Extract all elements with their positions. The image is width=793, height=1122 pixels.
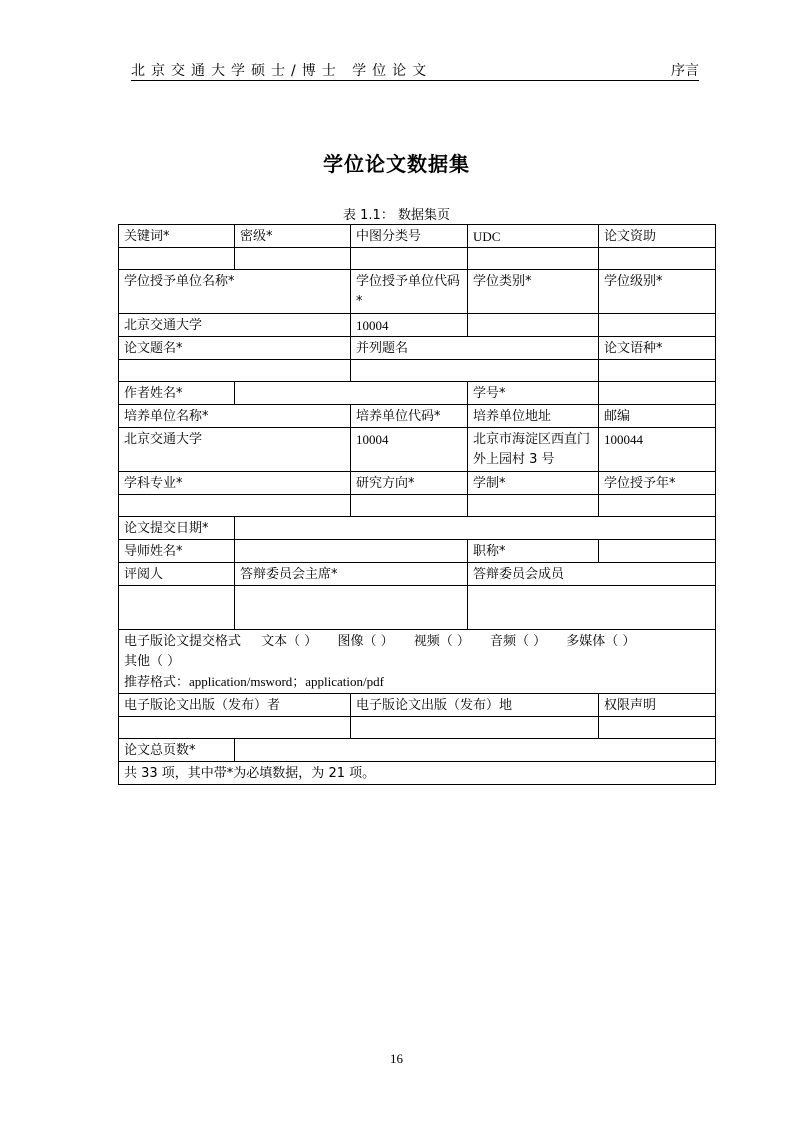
table-row [119,517,716,540]
table-row [119,382,716,405]
table-row [119,428,716,472]
cell-program-length-value[interactable] [468,495,599,517]
table-row [119,360,716,382]
cell-electronic-format [119,630,716,694]
cell-supervisor-name-label: 导师姓名* [119,540,235,563]
table-row [119,405,716,428]
cell-secrecy-label: 密级* [235,225,351,248]
format-option-video[interactable]: 视频（ ） [413,634,470,649]
cell-parallel-title-value[interactable] [351,360,599,382]
page-number: 16 [390,1051,403,1066]
cell-major-value[interactable] [119,495,351,517]
cell-degree-unit-code-label: 学位授予单位代码* [351,270,468,314]
page-title: 学位论文数据集 [323,152,470,176]
cell-training-unit-name-value[interactable]: 北京交通大学 [119,428,351,472]
format-option-audio[interactable]: 音频（ ） [490,634,547,649]
cell-student-id-value[interactable] [599,382,716,405]
cell-thesis-title-label: 论文题名* [119,337,351,360]
recommended-format-label: 推荐格式： [124,675,190,690]
header-section-name: 序言 [671,63,699,79]
cell-title-rank-value[interactable] [599,540,716,563]
table-row [119,739,716,762]
cell-committee-members-value[interactable] [468,586,716,630]
cell-submission-date-label: 论文提交日期* [119,517,235,540]
cell-publish-place-label: 电子版论文出版（发布）地 [351,694,599,717]
cell-committee-chair-value[interactable] [235,586,468,630]
cell-submission-date-value[interactable] [235,517,716,540]
cell-summary-note: 共 33 项，其中带*为必填数据，为 21 项。 [119,762,716,785]
dataset-table [118,224,716,785]
cell-reviewer-value[interactable] [119,586,235,630]
cell-keywords-label: 关键词* [119,225,235,248]
cell-udc-label: UDC [468,225,599,248]
table-row [119,586,716,630]
cell-degree-unit-name-label: 学位授予单位名称* [119,270,351,314]
cell-training-unit-code-value[interactable]: 10004 [351,428,468,472]
format-label: 电子版论文提交格式 [124,634,242,649]
cell-training-unit-address-value[interactable]: 北京市海淀区西直门外上园村 3 号 [468,428,599,472]
header-thesis-title: 北京交通大学硕士/博士 学位论文 [131,63,433,79]
table-row [119,563,716,586]
cell-publish-place-value[interactable] [351,717,599,739]
cell-research-direction-value[interactable] [351,495,468,517]
cell-parallel-title-label: 并列题名 [351,337,599,360]
table-row [119,472,716,495]
cell-publisher-label: 电子版论文出版（发布）者 [119,694,351,717]
cell-author-name-value[interactable] [235,382,468,405]
cell-keywords-value[interactable] [119,248,235,270]
cell-degree-year-value[interactable] [599,495,716,517]
cell-postcode-label: 邮编 [599,405,716,428]
table-row [119,717,716,739]
cell-title-rank-label: 职称* [468,540,599,563]
format-option-multimedia[interactable]: 多媒体（ ） [566,634,636,649]
cell-degree-level-label: 学位级别* [599,270,716,314]
cell-committee-members-label: 答辩委员会成员 [468,563,716,586]
table-row [119,694,716,717]
cell-committee-chair-label: 答辩委员会主席* [235,563,468,586]
cell-degree-level-value[interactable] [599,314,716,337]
format-options-line [124,632,710,672]
cell-clc-value[interactable] [351,248,468,270]
cell-total-pages-value[interactable] [235,739,716,762]
table-row [119,495,716,517]
recommended-format-value: application/msword；application/pdf [189,674,384,689]
cell-rights-value[interactable] [599,717,716,739]
table-row [119,540,716,563]
cell-training-unit-address-label: 培养单位地址 [468,405,599,428]
cell-postcode-value[interactable]: 100044 [599,428,716,472]
table-row [119,248,716,270]
cell-total-pages-label: 论文总页数* [119,739,235,762]
table-row [119,225,716,248]
cell-degree-year-label: 学位授予年* [599,472,716,495]
format-option-text[interactable]: 文本（ ） [261,634,318,649]
cell-reviewer-label: 评阅人 [119,563,235,586]
cell-secrecy-value[interactable] [235,248,351,270]
cell-funding-label: 论文资助 [599,225,716,248]
table-row [119,314,716,337]
cell-publisher-value[interactable] [119,717,351,739]
table-row [119,630,716,694]
table-caption: 表 1.1： 数据集页 [343,208,450,223]
cell-language-value[interactable] [599,360,716,382]
cell-research-direction-label: 研究方向* [351,472,468,495]
recommended-format-line [124,672,710,693]
table-row [119,270,716,314]
cell-rights-label: 权限声明 [599,694,716,717]
format-option-other[interactable]: 其他（ ） [124,654,181,669]
cell-funding-value[interactable] [599,248,716,270]
cell-student-id-label: 学号* [468,382,599,405]
cell-training-unit-code-label: 培养单位代码* [351,405,468,428]
table-row [119,762,716,785]
cell-degree-unit-name-value[interactable]: 北京交通大学 [119,314,351,337]
format-option-image[interactable]: 图像（ ） [337,634,394,649]
cell-program-length-label: 学制* [468,472,599,495]
cell-degree-type-value[interactable] [468,314,599,337]
cell-degree-unit-code-value[interactable]: 10004 [351,314,468,337]
running-header [131,60,699,81]
cell-supervisor-name-value[interactable] [235,540,468,563]
cell-author-name-label: 作者姓名* [119,382,235,405]
cell-training-unit-name-label: 培养单位名称* [119,405,351,428]
cell-thesis-title-value[interactable] [119,360,351,382]
cell-language-label: 论文语种* [599,337,716,360]
cell-udc-value[interactable] [468,248,599,270]
cell-clc-label: 中图分类号 [351,225,468,248]
cell-degree-type-label: 学位类别* [468,270,599,314]
cell-major-label: 学科专业* [119,472,351,495]
table-row [119,337,716,360]
